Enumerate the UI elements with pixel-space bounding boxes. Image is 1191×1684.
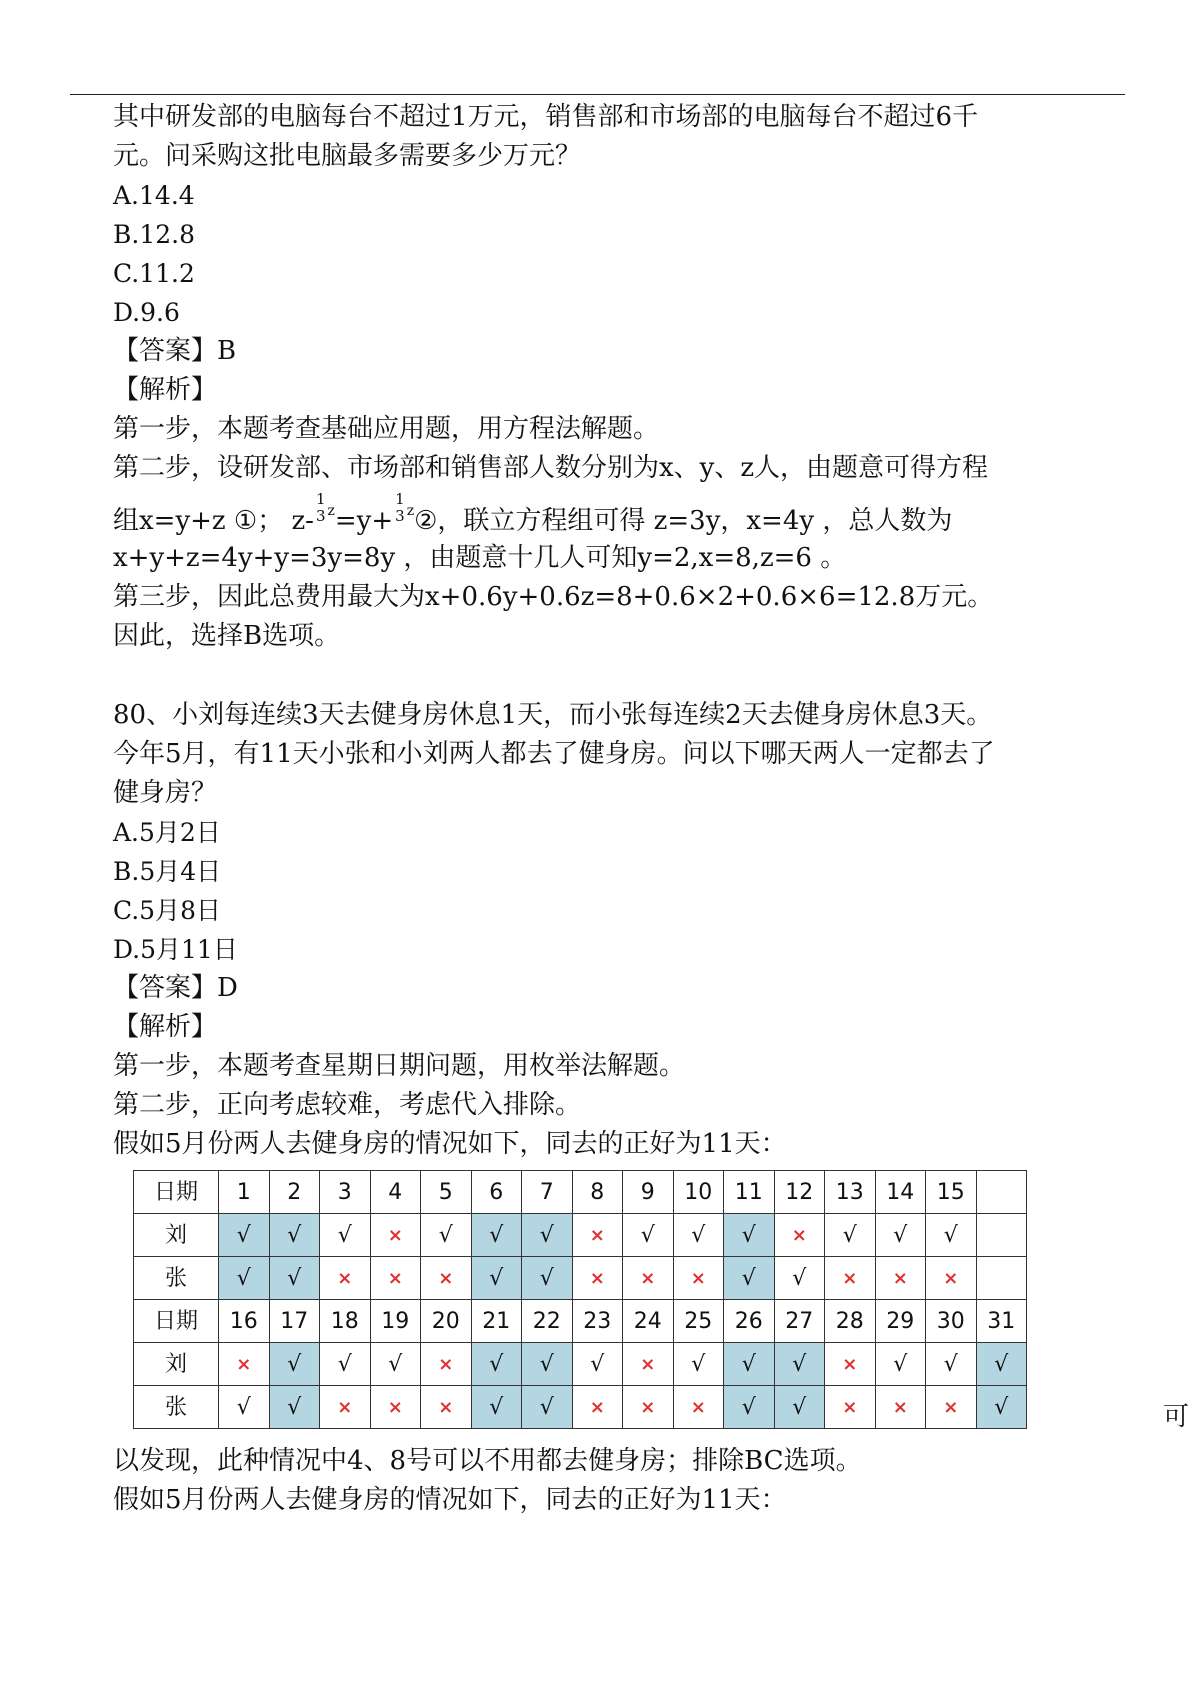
table-cell: × [825,1257,876,1300]
table-cell: 4 [370,1171,421,1214]
q79-step2: 第二步，设研发部、市场部和销售部人数分别为x、y、z人，由题意可得方程 [113,453,989,483]
table-row [134,1386,1027,1429]
q80-option-a: A.5月2日 [113,818,221,847]
table-cell: 27 [774,1300,825,1343]
eq-sup-z: z [327,503,335,519]
table-cell: 8 [572,1171,623,1214]
table-cell: √ [219,1386,270,1429]
table-cell: × [926,1386,977,1429]
table-cell: √ [724,1214,775,1257]
q80-step2: 第二步，正向考虑较难，考虑代入排除。 [113,1090,582,1120]
table-cell: × [370,1257,421,1300]
q79-option-c: C.11.2 [113,259,195,288]
continuation-char: 可 [1163,1402,1190,1432]
q80-stem-1: 80、小刘每连续3天去健身房休息1天，而小张每连续2天去健身房休息3天。 [113,700,993,730]
q79-answer: 【答案】B [113,336,237,366]
table-cell: × [673,1386,724,1429]
table-cell: √ [269,1257,320,1300]
q80-after-table: 以发现，此种情况中4、8号可以不用都去健身房；排除BC选项。 [113,1446,862,1476]
table-cell: × [421,1386,472,1429]
table-cell: √ [471,1386,522,1429]
q79-step1: 第一步，本题考查基础应用题，用方程法解题。 [113,414,660,444]
row-header-cell: 张 [134,1386,219,1429]
q80-assume-2: 假如5月份两人去健身房的情况如下，同去的正好为11天： [113,1485,787,1515]
table-cell: √ [774,1386,825,1429]
eq-part2: =y+ [334,506,394,536]
table-cell: 21 [471,1300,522,1343]
table-cell: √ [623,1214,674,1257]
q79-analysis-label: 【解析】 [113,375,218,405]
table-cell: 6 [471,1171,522,1214]
table-cell: × [623,1386,674,1429]
table-row [134,1300,1027,1343]
table-cell: √ [269,1386,320,1429]
table-cell: √ [471,1257,522,1300]
table-cell: 15 [926,1171,977,1214]
table-cell: × [673,1257,724,1300]
table-cell: × [774,1214,825,1257]
page-content [113,98,1190,1520]
table-cell: √ [269,1343,320,1386]
fraction-one-third-2: 1 3 [395,490,405,525]
table-cell: 13 [825,1171,876,1214]
table-cell: √ [673,1214,724,1257]
table-cell: √ [774,1343,825,1386]
table-cell: 2 [269,1171,320,1214]
table-cell: × [572,1214,623,1257]
fraction-one-third: 1 3 [315,490,326,525]
q79-stem-2: 元。问采购这批电脑最多需要多少万元？ [113,141,582,171]
eq-part1: 组x=y+z ①； z- [113,506,314,536]
q79-option-b: B.12.8 [113,220,195,249]
row-header-cell: 刘 [134,1214,219,1257]
table-cell: 28 [825,1300,876,1343]
table-cell: √ [320,1343,371,1386]
q79-stem-1: 其中研发部的电脑每台不超过1万元，销售部和市场部的电脑每台不超过6千 [113,102,979,132]
table-cell: 17 [269,1300,320,1343]
table-cell: √ [976,1386,1027,1429]
table-cell: √ [926,1214,977,1257]
table-cell: √ [673,1343,724,1386]
table-cell: × [572,1386,623,1429]
table-cell: √ [724,1386,775,1429]
q80-answer: 【答案】D [113,973,238,1003]
table-cell: 22 [522,1300,573,1343]
table-cell: 10 [673,1171,724,1214]
table-cell: × [623,1343,674,1386]
q79-eq-line2: x+y+z=4y+y=3y=8y ，由题意十几人可知y=2,x=8,z=6 。 [113,543,847,573]
table-cell: × [926,1257,977,1300]
table-cell: 3 [320,1171,371,1214]
table-cell: 20 [421,1300,472,1343]
table-cell: 11 [724,1171,775,1214]
table-cell: 12 [774,1171,825,1214]
table-cell: √ [522,1214,573,1257]
header-rule [70,94,1125,95]
table-cell: 18 [320,1300,371,1343]
table-cell: √ [471,1343,522,1386]
table-cell: √ [976,1343,1027,1386]
table-cell: × [370,1386,421,1429]
table-cell: √ [269,1214,320,1257]
table-cell: 1 [219,1171,270,1214]
table-cell: √ [724,1343,775,1386]
table-cell: √ [875,1343,926,1386]
table-cell: √ [421,1214,472,1257]
table-cell: × [219,1343,270,1386]
table-cell: √ [522,1343,573,1386]
table-cell: √ [926,1343,977,1386]
table-cell: 5 [421,1171,472,1214]
table-cell: 31 [976,1300,1027,1343]
row-header-cell: 日期 [134,1300,219,1343]
q79-step3: 第三步，因此总费用最大为x+0.6y+0.6z=8+0.6×2+0.6×6=12.8万元。 [113,582,994,612]
gym-calendar-table [133,1170,1027,1429]
table-cell: 24 [623,1300,674,1343]
q80-analysis-label: 【解析】 [113,1012,218,1042]
table-cell: × [572,1257,623,1300]
q80-step1: 第一步，本题考查星期日期问题，用枚举法解题。 [113,1051,686,1081]
table-cell: × [370,1214,421,1257]
q79-conclusion: 因此，选择B选项。 [113,621,341,651]
table-row [134,1171,1027,1214]
row-header-cell: 刘 [134,1343,219,1386]
table-cell: √ [875,1214,926,1257]
table-cell: × [825,1343,876,1386]
table-cell: √ [471,1214,522,1257]
q80-stem-3: 健身房？ [113,778,218,808]
table-cell: × [875,1386,926,1429]
table-cell: × [875,1257,926,1300]
table-cell: 9 [623,1171,674,1214]
table-cell: 29 [875,1300,926,1343]
table-cell: 7 [522,1171,573,1214]
table-row [134,1343,1027,1386]
table-cell: × [320,1386,371,1429]
table-cell: √ [774,1257,825,1300]
table-cell: √ [320,1214,371,1257]
q80-assume: 假如5月份两人去健身房的情况如下，同去的正好为11天： [113,1129,787,1159]
table-cell: 14 [875,1171,926,1214]
q80-option-d: D.5月11日 [113,935,238,964]
table-cell: × [825,1386,876,1429]
table-row [134,1257,1027,1300]
table-cell [976,1257,1027,1300]
q79-option-d: D.9.6 [113,298,180,327]
table-cell: 23 [572,1300,623,1343]
table-cell: √ [522,1257,573,1300]
table-cell [976,1171,1027,1214]
table-cell: √ [825,1214,876,1257]
row-header-cell: 日期 [134,1171,219,1214]
row-header-cell: 张 [134,1257,219,1300]
table-cell: √ [370,1343,421,1386]
table-cell [976,1214,1027,1257]
table-cell: 25 [673,1300,724,1343]
table-cell: 16 [219,1300,270,1343]
table-cell: √ [219,1257,270,1300]
q79-option-a: A.14.4 [113,181,195,210]
table-row [134,1214,1027,1257]
table-cell: 26 [724,1300,775,1343]
q80-option-b: B.5月4日 [113,857,222,886]
table-cell: 19 [370,1300,421,1343]
table-cell: × [421,1343,472,1386]
calendar-table-wrap [113,1170,1190,1442]
table-cell: √ [522,1386,573,1429]
table-cell: × [320,1257,371,1300]
q80-stem-2: 今年5月，有11天小张和小刘两人都去了健身房。问以下哪天两人一定都去了 [113,739,995,769]
table-cell: √ [724,1257,775,1300]
eq-part3: ②，联立方程组可得 z=3y，x=4y ，总人数为 [414,506,953,536]
table-cell: × [421,1257,472,1300]
table-cell: × [623,1257,674,1300]
q80-option-c: C.5月8日 [113,896,221,925]
table-cell: √ [219,1214,270,1257]
table-cell: 30 [926,1300,977,1343]
eq-sup-z-2: z [406,503,415,519]
table-cell: √ [572,1343,623,1386]
